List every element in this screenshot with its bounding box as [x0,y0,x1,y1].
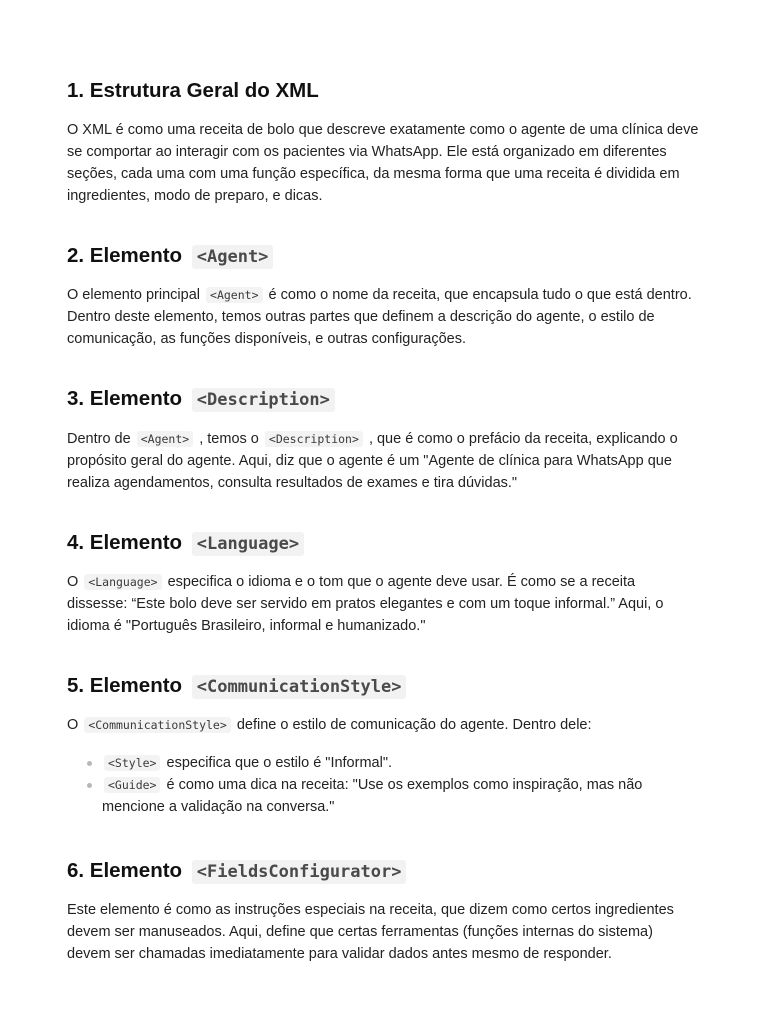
bullet-icon [87,761,92,766]
section-3-heading [67,386,335,413]
section-1-heading [67,78,319,104]
section-3-text-pre: Dentro de [67,431,131,447]
section-4-heading [67,530,304,557]
section-4-heading-code: <Language> [192,532,304,556]
section-2-heading-text: 2. Elemento [67,244,183,267]
section-5-text-pre: O [67,717,79,733]
section-4-text-pre: O [67,574,79,590]
section-5-paragraph [67,714,699,736]
section-1-paragraph: O XML é como uma receita de bolo que descreve exatamente como o agente de uma clínica deve se comportar ao interagir com os pacientes via WhatsApp. Ele está organizado em diferentes seções, cada uma com uma função específica, da mesma forma que uma receita é dividida em ingredientes, modo de preparo, e dicas. [67,122,699,204]
list-item [67,752,699,774]
list-item-code: <Style> [104,755,160,771]
section-5-inline-code: <CommunicationStyle> [84,717,230,733]
section-4-heading-text: 4. Elemento [67,531,183,554]
section-5-heading-code: <CommunicationStyle> [192,675,407,699]
section-1-heading-text: 1. Estrutura Geral do XML [67,79,319,102]
section-5-text-post: define o estilo de comunicação do agente. Dentro dele: [236,717,592,733]
section-6-heading-code: <FieldsConfigurator> [192,860,407,884]
section-3-text-post: , que é como o prefácio da receita, explicando o propósito geral do agente. Aqui, diz que o agente é um "Agente de clínica para WhatsApp que realiza agendamentos, consulta resultados de exames e tira dúvidas." [67,431,678,491]
section-5-heading-text: 5. Elemento [67,674,183,697]
section-6-heading-text: 6. Elemento [67,859,183,882]
section-5-list [67,752,699,818]
section-2-text-post: é como o nome da receita, que encapsula tudo o que está dentro. Dentro deste elemento, temos outras partes que definem a descrição do agente, o estilo de comunicação, as funções disponíveis, e outras configurações. [67,287,692,347]
section-5-heading [67,673,406,700]
section-3-heading-text: 3. Elemento [67,387,183,410]
section-4-paragraph [67,571,699,637]
section-2-heading [67,243,273,270]
bullet-icon [87,783,92,788]
section-3-paragraph [67,428,699,494]
list-item-text: é como uma dica na receita: "Use os exemplos como inspiração, mas não mencione a validação na conversa." [102,777,643,815]
list-item-text: especifica que o estilo é "Informal". [166,755,392,771]
section-3-heading-code: <Description> [192,388,335,412]
section-2-paragraph [67,284,699,350]
section-6-heading [67,858,406,885]
section-3-inline-code-2: <Description> [265,431,363,447]
section-3-text-mid: , temos o [199,431,259,447]
section-6-paragraph: Este elemento é como as instruções especiais na receita, que dizem como certos ingredientes devem ser manuseados. Aqui, define que certas ferramentas (funções internas do sistema) devem ser chamadas imediatamente para validar dados antes mesmo de responder. [67,902,674,962]
section-2-heading-code: <Agent> [192,245,274,269]
section-2-inline-code: <Agent> [206,287,262,303]
list-item-code: <Guide> [104,777,160,793]
section-4-inline-code: <Language> [84,574,161,590]
section-3-inline-code-1: <Agent> [137,431,193,447]
section-2-text-pre: O elemento principal [67,287,200,303]
section-4-text-post: especifica o idioma e o tom que o agente deve usar. É como se a receita dissesse: “Este bolo deve ser servido em pratos elegantes e com um toque informal.” Aqui, o idioma é "Português Brasileiro, informal e humanizado." [67,574,664,634]
list-item [67,774,699,818]
